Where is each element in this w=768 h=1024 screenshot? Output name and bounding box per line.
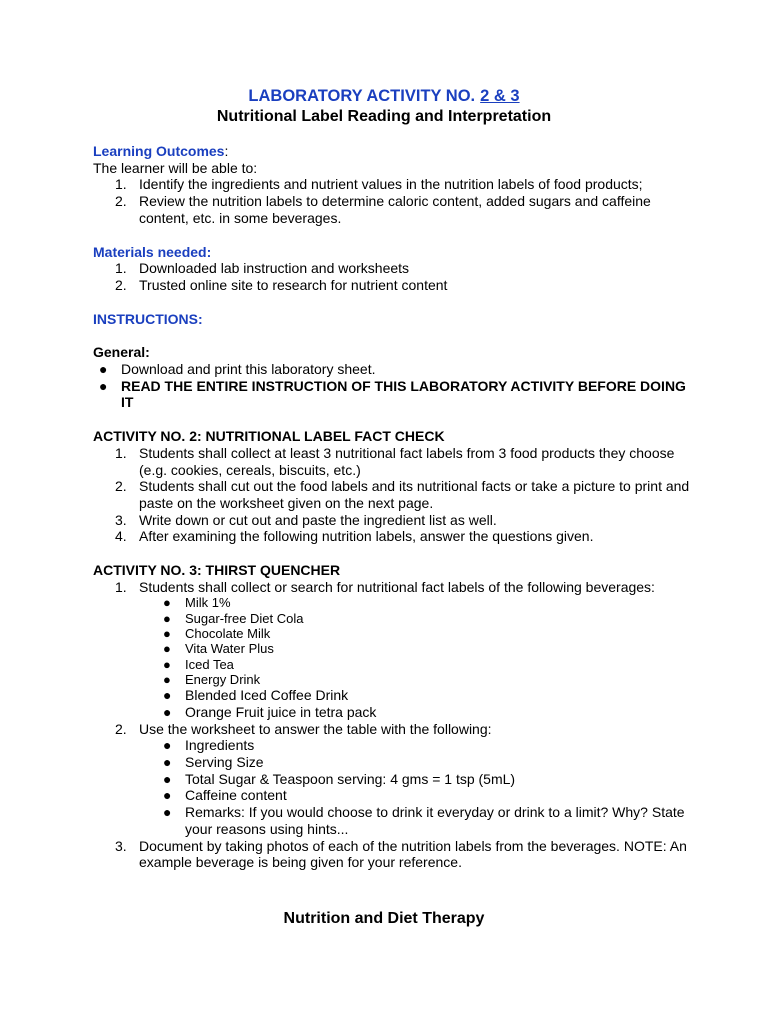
- activity3-heading: ACTIVITY NO. 3: THIRST QUENCHER: [93, 562, 341, 579]
- list-number: 2.: [115, 478, 127, 495]
- list-item-text: Write down or cut out and paste the ingredient list as well.: [139, 511, 497, 528]
- bullet-icon: ●: [163, 641, 171, 657]
- list-item: [93, 721, 693, 738]
- list-number: 1.: [115, 578, 127, 595]
- list-item: [93, 260, 693, 277]
- beverage-item: [93, 641, 693, 656]
- list-item: [93, 176, 693, 193]
- worksheet-fields-list: [93, 737, 693, 837]
- list-item-text: READ THE ENTIRE INSTRUCTION OF THIS LABORATORY ACTIVITY BEFORE DOING IT: [121, 377, 686, 411]
- spacer: [93, 545, 693, 562]
- general-list: [93, 361, 693, 411]
- bullet-icon: ●: [99, 377, 108, 394]
- title-text: LABORATORY ACTIVITY NO.: [248, 87, 476, 105]
- spacer: [93, 411, 693, 428]
- beverage-item: [93, 626, 693, 641]
- page-footer: Nutrition and Diet Therapy: [283, 910, 485, 927]
- list-number: 4.: [115, 528, 127, 545]
- materials-heading: Materials needed:: [93, 243, 212, 260]
- worksheet-field-text: Ingredients: [185, 737, 255, 754]
- bullet-icon: ●: [163, 687, 172, 704]
- list-item-text: Downloaded lab instruction and worksheets: [139, 260, 410, 277]
- beverage-item: [93, 595, 693, 610]
- list-item-text: Students shall collect or search for nutritional fact labels of the following beverages:: [139, 578, 655, 595]
- list-item-text: Review the nutrition labels to determine caloric content, added sugars and caffeine content, etc. in some beverages.: [139, 193, 651, 226]
- list-item-text: Use the worksheet to answer the table with the following:: [139, 720, 492, 737]
- list-item-text: Trusted online site to research for nutrient content: [139, 276, 448, 293]
- list-item: [93, 478, 693, 511]
- list-item: [93, 512, 693, 529]
- activity2-heading: ACTIVITY NO. 2: NUTRITIONAL LABEL FACT CHECK: [93, 428, 445, 445]
- list-item: [93, 838, 693, 871]
- list-number: 2.: [115, 720, 127, 737]
- list-number: 3.: [115, 837, 127, 854]
- list-item-text: Identify the ingredients and nutrient values in the nutrition labels of food products;: [139, 176, 643, 193]
- page-title: [0, 86, 768, 106]
- bullet-icon: ●: [99, 361, 108, 378]
- beverage-name: Sugar-free Diet Cola: [185, 610, 304, 626]
- list-item: [93, 193, 693, 226]
- instructions-heading: INSTRUCTIONS:: [93, 310, 203, 327]
- page-subtitle: Nutritional Label Reading and Interpretation: [216, 108, 552, 125]
- list-number: 1.: [115, 444, 127, 461]
- beverage-name: Chocolate Milk: [185, 626, 271, 642]
- list-number: 2.: [115, 276, 127, 293]
- bullet-icon: ●: [163, 804, 172, 821]
- list-item: [93, 378, 693, 411]
- list-item-text: Students shall cut out the food labels and its nutritional facts or take a picture to print and paste on the worksheet given on the next page.: [139, 478, 690, 511]
- bullet-icon: ●: [163, 770, 172, 787]
- activity2-list: [93, 445, 693, 545]
- beverage-name: Vita Water Plus: [185, 641, 274, 657]
- list-item: [93, 361, 693, 378]
- beverage-item: [93, 704, 693, 721]
- list-item-text: After examining the following nutrition labels, answer the questions given.: [139, 528, 594, 545]
- bullet-icon: ●: [163, 703, 172, 720]
- list-item-text: Document by taking photos of each of the nutrition labels from the beverages. NOTE: An example beverage is being given for your reference.: [139, 837, 687, 871]
- list-item-text: Students shall collect at least 3 nutritional fact labels from 3 food products they choose (e.g. cookies, cereals, biscuits, etc.): [139, 444, 675, 478]
- worksheet-field: [93, 754, 693, 771]
- bullet-icon: ●: [163, 626, 171, 642]
- learning-outcomes-label: Learning Outcomes: [93, 143, 225, 159]
- bullet-icon: ●: [163, 737, 172, 754]
- beverage-item: [93, 672, 693, 687]
- bullet-icon: ●: [163, 787, 172, 804]
- title-number: 2 & 3: [480, 87, 520, 105]
- general-heading: General:: [93, 344, 150, 361]
- beverage-item: [93, 657, 693, 672]
- list-number: 3.: [115, 511, 127, 528]
- activity3-list: [93, 579, 693, 596]
- list-item-text: Download and print this laboratory sheet.: [121, 361, 376, 378]
- learning-outcomes-list: [93, 176, 693, 226]
- beverage-item: [93, 611, 693, 626]
- list-item: [93, 579, 693, 596]
- activity3-list-continued: [93, 721, 693, 738]
- beverage-item: [93, 687, 693, 704]
- spacer: [93, 327, 693, 344]
- learning-outcomes-heading: [93, 143, 693, 160]
- spacer: [93, 227, 693, 244]
- beverage-list: [93, 595, 693, 720]
- worksheet-field: [93, 804, 693, 837]
- list-item: [93, 277, 693, 294]
- learning-outcomes-colon: :: [224, 143, 229, 159]
- worksheet-field-text: Remarks: If you would choose to drink it everyday or drink to a limit? Why? State your reasons using hints...: [185, 804, 685, 837]
- list-item: [93, 445, 693, 478]
- list-item: [93, 528, 693, 545]
- bullet-icon: ●: [163, 754, 172, 771]
- beverage-name: Blended Iced Coffee Drink: [185, 687, 349, 704]
- bullet-icon: ●: [163, 656, 171, 672]
- activity3-list-final: [93, 838, 693, 871]
- list-number: 2.: [115, 193, 127, 210]
- document-body: [93, 143, 693, 871]
- worksheet-field-text: Caffeine content: [185, 787, 287, 804]
- worksheet-field-text: Serving Size: [185, 754, 264, 771]
- worksheet-field: [93, 787, 693, 804]
- worksheet-field: [93, 737, 693, 754]
- beverage-name: Orange Fruit juice in tetra pack: [185, 703, 377, 720]
- beverage-name: Milk 1%: [185, 595, 231, 611]
- bullet-icon: ●: [163, 610, 171, 626]
- learning-outcomes-intro: The learner will be able to:: [93, 159, 258, 176]
- list-number: 1.: [115, 260, 127, 277]
- worksheet-field-text: Total Sugar & Teaspoon serving: 4 gms = 1 tsp (5mL): [185, 770, 516, 787]
- worksheet-field: [93, 771, 693, 788]
- beverage-name: Energy Drink: [185, 671, 261, 687]
- bullet-icon: ●: [163, 595, 171, 611]
- bullet-icon: ●: [163, 671, 171, 687]
- beverage-name: Iced Tea: [185, 656, 234, 672]
- list-number: 1.: [115, 176, 127, 193]
- spacer: [93, 294, 693, 311]
- materials-list: [93, 260, 693, 293]
